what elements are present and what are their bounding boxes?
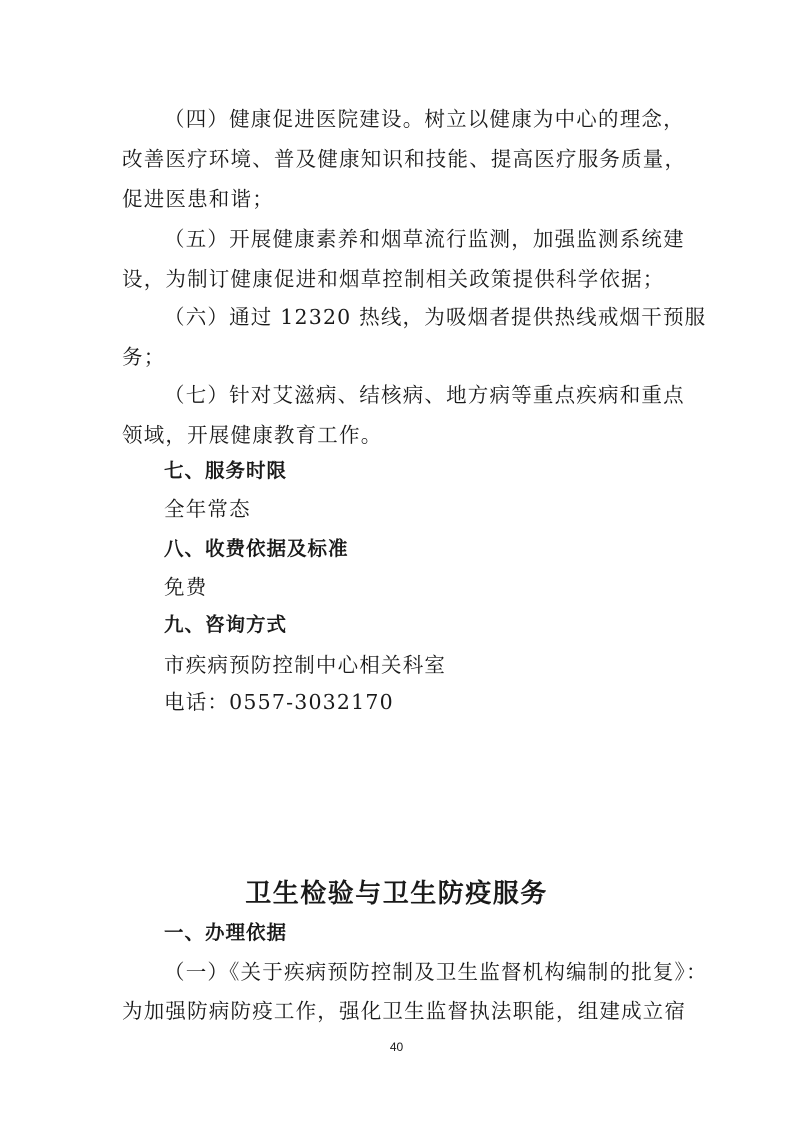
item4-line2: 改善医疗环境、普及健康知识和技能、提高医疗服务质量， [122,147,687,171]
heading-basis: 一、办理依据 [164,921,288,944]
consult-dept: 市疾病预防控制中心相关科室 [164,653,447,677]
item7-line1: （七）针对艾滋病、结核病、地方病等重点疾病和重点 [164,383,685,407]
item4-line3: 促进医患和谐； [122,187,274,211]
basis-line2: 为加强防病防疫工作，强化卫生监督执法职能，组建成立宿 [122,999,687,1023]
heading-fee: 八、收费依据及标准 [164,537,349,560]
section-title: 卫生检验与卫生防疫服务 [245,879,548,909]
basis-line1: （一）《关于疾病预防控制及卫生监督机构编制的批复》： [164,960,708,984]
item7-line2: 领域，开展健康教育工作。 [122,423,383,447]
service-time-text: 全年常态 [164,497,251,521]
page-number: 40 [389,1040,404,1054]
item6-line2: 务； [122,345,166,369]
item5-line2: 设，为制订健康促进和烟草控制相关政策提供科学依据； [122,267,665,291]
item5-line1: （五）开展健康素养和烟草流行监测，加强监测系统建 [164,227,685,251]
item4-line1: （四）健康促进医院建设。树立以健康为中心的理念， [164,107,685,131]
heading-consult: 九、咨询方式 [164,613,288,636]
heading-service-time: 七、服务时限 [164,459,288,482]
fee-text: 免费 [164,575,208,599]
consult-phone: 电话：0557-3032170 [164,690,394,714]
item6-line1: （六）通过 12320 热线，为吸烟者提供热线戒烟干预服 [164,305,707,329]
